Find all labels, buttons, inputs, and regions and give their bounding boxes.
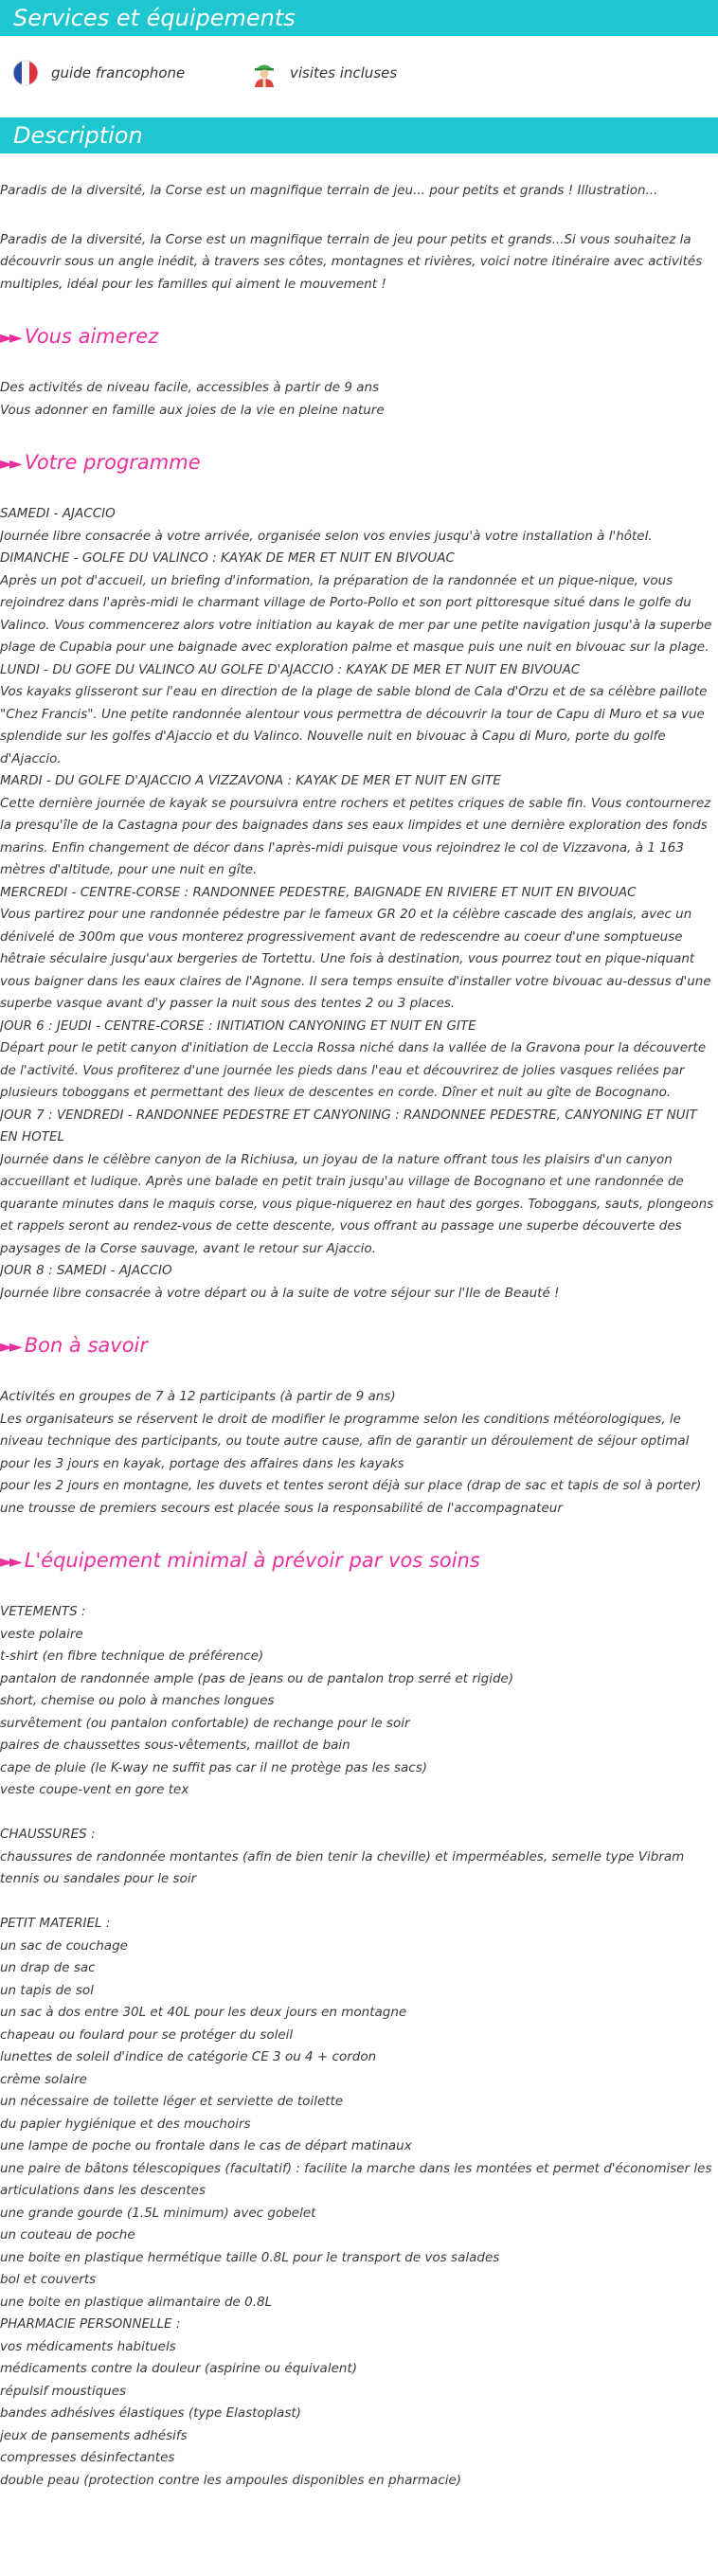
- list-item: répulsif moustiques: [0, 2383, 127, 2399]
- list-item: bandes adhésives élastiques (type Elastoplast): [0, 2405, 301, 2421]
- list-item: MERCREDI - CENTRE-CORSE : RANDONNEE PEDESTRE, BAIGNADE EN RIVIERE ET NUIT EN BIVOUAC: [0, 884, 637, 900]
- services-banner: Services et équipements: [0, 0, 718, 36]
- double-arrow-icon: ►►: [0, 1552, 19, 1572]
- list-item: une trousse de premiers secours est placée sous la responsabilité de l'accompagnateur: [0, 1500, 563, 1516]
- list-item: PETIT MATERIEL :: [0, 1916, 111, 1931]
- service-label: guide francophone: [51, 64, 186, 81]
- list-item: LUNDI - DU GOFE DU VALINCO AU GOLFE D'AJACCIO : KAYAK DE MER ET NUIT EN BIVOUAC: [0, 661, 581, 677]
- list-item: un nécessaire de toilette léger et serviette de toilette: [0, 2094, 344, 2109]
- double-arrow-icon: ►►: [0, 328, 19, 348]
- section-heading-bon-a-savoir: ►► Bon à savoir: [0, 1334, 149, 1357]
- section-heading-vous-aimerez: ►► Vous aimerez: [0, 325, 159, 348]
- list-item: Journée dans le célèbre canyon de la Richiusa, un joyau de la nature offrant tous les plaisirs d'un canyon accueillant et ludique. Après une balade en petit train jusqu'au village de Bocognano et une randonnée de quarante minutes dans le maquis corse, vous pique-niquerez en haut des gorges. Toboggans, sauts, plongeons et rappels seront au rendez-vous de cette descente, vous offrant au passage une superbe découverte des paysages de la Corse sauvage, avant le retour sur Ajaccio.: [0, 1151, 714, 1256]
- list-item: lunettes de soleil d'indice de catégorie CE 3 ou 4 + cordon: [0, 2049, 377, 2064]
- list-item: Après un pot d'accueil, un briefing d'information, la préparation de la randonnée et un pique-nique, vous rejoindrez dans l'après-midi le charmant village de Porto-Pollo et son port pittoresque situé dans le golfe du Valinco. Vous commencerez alors votre initiation au kayak de mer par une petite navigation jusqu'à la superbe plage de Cupabia pour une baignade avec exploration palme et masque puis une nuit en bivouac sur la plage.: [0, 572, 712, 655]
- list-item: un sac de couchage: [0, 1937, 128, 1954]
- list-item: JOUR 7 : VENDREDI - RANDONNEE PEDESTRE ET CANYONING : RANDONNEE PEDESTRE, CANYONING ET NUIT EN HOTEL: [0, 1107, 697, 1144]
- service-item-guide: [11, 59, 185, 87]
- list-item: bol et couverts: [0, 2272, 97, 2287]
- double-arrow-icon: ►►: [0, 1337, 19, 1357]
- list-item: une paire de bâtons télescopiques (facultatif) : facilite la marche dans les montées et permet d'économiser les articulations dans les descentes: [0, 2160, 712, 2198]
- services-list: [0, 36, 718, 93]
- french-flag-icon: [11, 59, 40, 87]
- list-item: cape de pluie (le K-way ne suffit pas car il ne protège pas les sacs): [0, 1759, 428, 1775]
- list-item: Journée libre consacrée à votre départ ou à la suite de votre séjour sur l'Ile de Beauté !: [0, 1285, 560, 1301]
- list-item: JOUR 8 : SAMEDI - AJACCIO: [0, 1263, 172, 1278]
- list-item: un sac à dos entre 30L et 40L pour les deux jours en montagne: [0, 2005, 407, 2020]
- list-item: un couteau de poche: [0, 2227, 135, 2243]
- list-item: jeux de pansements adhésifs: [0, 2427, 188, 2443]
- list-bon-a-savoir: [0, 1386, 718, 1520]
- double-arrow-icon: ►►: [0, 454, 19, 474]
- list-item: pour les 2 jours en montagne, les duvets et tentes seront déjà sur place (drap de sac et tapis de sol à porter): [0, 1478, 702, 1493]
- list-item: Vos kayaks glisseront sur l'eau en direction de la plage de sable blond de Cala d'Orzu et de sa célèbre paillote "Chez Francis". Une petite randonnée alentour vous permettra de découvrir la tour de Capu di Muro et sa vue splendide sur les golfes d'Ajaccio et du Valinco. Nouvelle nuit en bivouac à Capu di Muro, porte du golfe d'Ajaccio.: [0, 684, 708, 766]
- list-item: MARDI - DU GOLFE D'AJACCIO A VIZZAVONA : KAYAK DE MER ET NUIT EN GITE: [0, 773, 501, 788]
- list-item: Activités en groupes de 7 à 12 participants (à partir de 9 ans): [0, 1389, 396, 1404]
- list-item: survêtement (ou pantalon confortable) de rechange pour le soir: [0, 1715, 410, 1731]
- list-item: une lampe de poche ou frontale dans le cas de départ matinaux: [0, 2138, 412, 2153]
- section-heading-equipement: ►► L'équipement minimal à prévoir par vos soins: [0, 1549, 480, 1572]
- list-item: Vous partirez pour une randonnée pédestre par le fameux GR 20 et la célèbre cascade des anglais, avec un dénivelé de 300m que vous monterez progressivement avant de redescendre au coeur d'une somptueuse hêtraie séculaire jusqu'aux bergeries de Tortettu. Une fois à destination, vous pourrez tout en pique-niquant vous baigner dans les eaux claires de l'Agnone. Il sera temps ensuite d'installer votre bivouac au-dessus d'une superbe vasque avant d'y passer la nuit sous des tentes 2 ou 3 places.: [0, 907, 711, 1011]
- list-item: double peau (protection contre les ampoules disponibles en pharmacie): [0, 2472, 462, 2488]
- list-item: CHAUSSURES :: [0, 1827, 96, 1842]
- list-vous-aimerez: [0, 377, 718, 422]
- list-chaussures: [0, 1824, 718, 1891]
- list-item: vos médicaments habituels: [0, 2338, 176, 2354]
- list-item: Cette dernière journée de kayak se poursuivra entre rochers et petites criques de sable fin. Vous contournerez la presqu'île de la Castagna pour des baignades dans ses eaux limpides et une dernière exploration des fonds marins. Enfin changement de décor dans l'après-midi puisque vous rejoindrez le col de Vizzavona, à 1 163 mètres d'altitude, pour une nuit en gîte.: [0, 795, 711, 877]
- list-item: du papier hygiénique et des mouchoirs: [0, 2116, 251, 2132]
- list-item: une boite en plastique hermétique taille 0.8L pour le transport de vos salades: [0, 2249, 500, 2265]
- list-item: pantalon de randonnée ample (pas de jeans ou de pantalon trop serré et rigide): [0, 1670, 514, 1686]
- list-materiel: [0, 1913, 718, 2492]
- section-heading-programme: ►► Votre programme: [0, 451, 201, 474]
- list-item: chapeau ou foulard pour se protéger du soleil: [0, 2027, 294, 2043]
- list-item: crème solaire: [0, 2071, 87, 2087]
- list-item: Les organisateurs se réservent le droit de modifier le programme selon les conditions météorologiques, le niveau technique des participants, ou toute autre cause, afin de garantir un déroulement de séjour optimal: [0, 1411, 690, 1449]
- list-item: veste coupe-vent en gore tex: [0, 1782, 189, 1797]
- list-programme: [0, 503, 718, 1305]
- list-item: veste polaire: [0, 1626, 83, 1642]
- list-item: un drap de sac: [0, 1960, 96, 1975]
- service-item-visites: [250, 59, 397, 87]
- list-item: une grande gourde (1.5L minimum) avec gobelet: [0, 2205, 316, 2221]
- list-item: JOUR 6 : JEUDI - CENTRE-CORSE : INITIATION CANYONING ET NUIT EN GITE: [0, 1018, 476, 1034]
- list-item: t-shirt (en fibre technique de préférence): [0, 1648, 264, 1664]
- intro-long: Paradis de la diversité, la Corse est un magnifique terrain de jeu pour petits et grands...Si vous souhaitez la découvrir sous un angle inédit, à travers ses côtes, montagnes et rivières, voici notre itinéraire avec activités multiples, idéal pour les familles qui aiment le mouvement !: [0, 231, 703, 292]
- intro-short: Paradis de la diversité, la Corse est un magnifique terrain de jeu... pour petits et grands ! Illustration...: [0, 183, 658, 198]
- list-item: VETEMENTS :: [0, 1604, 86, 1619]
- list-item: Vous adonner en famille aux joies de la vie en pleine nature: [0, 402, 385, 418]
- list-item: short, chemise ou polo à manches longues: [0, 1693, 275, 1708]
- description-banner: Description: [0, 117, 718, 153]
- list-item: SAMEDI - AJACCIO: [0, 506, 116, 521]
- list-vetements: [0, 1601, 718, 1802]
- list-item: compresses désinfectantes: [0, 2450, 175, 2465]
- guide-person-icon: [250, 59, 278, 87]
- list-item: un tapis de sol: [0, 1982, 94, 1998]
- list-item: médicaments contre la douleur (aspirine ou équivalent): [0, 2361, 358, 2376]
- list-item: DIMANCHE - GOLFE DU VALINCO : KAYAK DE MER ET NUIT EN BIVOUAC: [0, 550, 455, 566]
- list-item: PHARMACIE PERSONNELLE :: [0, 2316, 181, 2332]
- list-item: Journée libre consacrée à votre arrivée, organisée selon vos envies jusqu'à votre installation à l'hôtel.: [0, 528, 653, 544]
- list-item: Des activités de niveau facile, accessibles à partir de 9 ans: [0, 380, 380, 395]
- list-item: chaussures de randonnée montantes (afin de bien tenir la cheville) et imperméables, semelle type Vibram tennis ou sandales pour le soir: [0, 1848, 685, 1886]
- list-item: paires de chaussettes sous-vêtements, maillot de bain: [0, 1738, 350, 1753]
- description-content: [0, 180, 718, 2492]
- service-label: visites incluses: [290, 64, 398, 81]
- list-item: une boite en plastique alimantaire de 0.8L: [0, 2294, 273, 2310]
- list-item: Départ pour le petit canyon d'initiation de Leccia Rossa niché dans la vallée de la Gravona pour la découverte de l'activité. Vous profiterez d'une journée les pieds dans l'eau et découvrirez de jolies vasques reliées par plusieurs toboggans et permettant des lieux de descentes en corde. Dîner et nuit au gîte de Bocognano.: [0, 1040, 707, 1100]
- list-item: pour les 3 jours en kayak, portage des affaires dans les kayaks: [0, 1455, 404, 1471]
